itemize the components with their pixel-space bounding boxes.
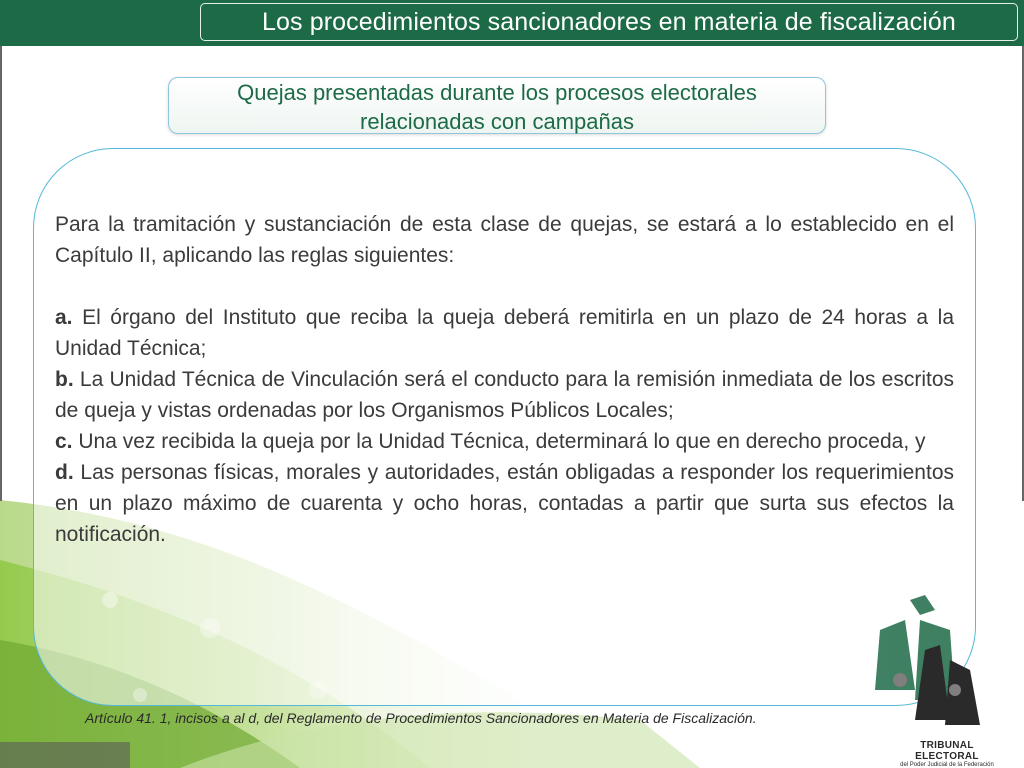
item-text: Una vez recibida la queja por la Unidad Técnica, determinará lo que en derecho proceda, y: [78, 430, 926, 453]
header-bar: [0, 0, 1024, 46]
item-label: b.: [55, 368, 74, 391]
paragraph-spacer: [55, 271, 954, 302]
logo-caption-line-2: del Poder Judicial de la Federación: [900, 762, 994, 768]
intro-paragraph: Para la tramitación y sustanciación de esta clase de quejas, se estará a lo establecido en el Capítulo II, aplicando las reglas siguientes:: [55, 213, 954, 267]
item-label: c.: [55, 430, 73, 453]
item-text: Las personas físicas, morales y autoridades, están obligadas a responder los requerimientos en un plazo máximo de cuarenta y ocho horas, contadas a partir que surta sus efectos la notificación.: [55, 461, 954, 546]
logo-caption: [892, 740, 1002, 768]
list-item: [55, 426, 954, 457]
source-citation: Artículo 41. 1, incisos a al d, del Reglamento de Procedimientos Sancionadores en Materia de Fiscalización.: [85, 710, 757, 726]
footer-bar: [812, 746, 864, 752]
logo-caption-line-1: TRIBUNAL ELECTORAL: [915, 740, 979, 762]
list-item: [55, 457, 954, 550]
page-title: Los procedimientos sancionadores en materia de fiscalización: [262, 7, 956, 36]
tribunal-electoral-emblem-icon: [860, 590, 990, 740]
left-divider: [0, 46, 2, 501]
content-body: [55, 209, 954, 550]
subtitle-line-2: relacionadas con campañas: [360, 109, 634, 134]
subtitle-box: [168, 77, 826, 134]
item-text: La Unidad Técnica de Vinculación será el conducto para la remisión inmediata de los escritos de queja y vistas ordenadas por los Organismos Públicos Locales;: [55, 368, 954, 422]
subtitle-line-1: Quejas presentadas durante los procesos electorales: [237, 80, 757, 105]
item-label: a.: [55, 306, 73, 329]
item-label: d.: [55, 461, 74, 484]
item-text: El órgano del Instituto que reciba la queja deberá remitirla en un plazo de 24 horas a la Unidad Técnica;: [55, 306, 954, 360]
list-item: [55, 302, 954, 364]
list-item: [55, 364, 954, 426]
header-title-box: [200, 3, 1018, 41]
